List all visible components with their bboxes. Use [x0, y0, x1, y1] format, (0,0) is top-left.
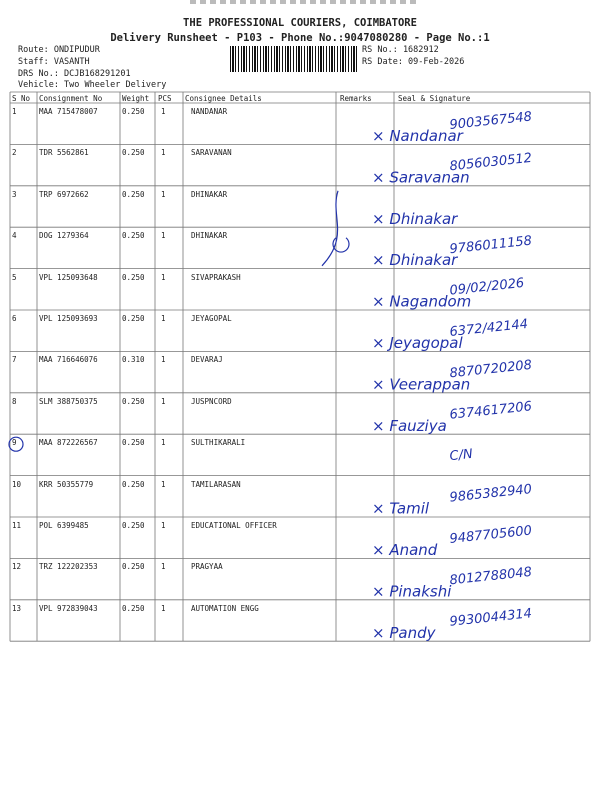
cell-consignee: DHINAKAR — [191, 189, 228, 199]
col-header-sno: S No — [12, 94, 31, 103]
signature: × Dhinakar — [372, 251, 458, 270]
cell-pcs: 1 — [161, 521, 166, 530]
col-header-consignee: Consignee Details — [185, 94, 262, 103]
cell-weight: 0.250 — [122, 272, 145, 282]
handwritten-note: 6374617206 — [448, 399, 533, 423]
cell-sno: 12 — [12, 562, 22, 572]
cell-consignment: MAA 716646076 — [39, 355, 98, 365]
cell-sno: 1 — [12, 107, 17, 116]
col-header-remarks: Remarks — [340, 94, 372, 103]
cell-sno: 5 — [12, 272, 17, 282]
cell-consignee: EDUCATIONAL OFFICER — [191, 521, 277, 530]
signature: × Pandy — [372, 623, 436, 642]
cell-weight: 0.250 — [122, 314, 145, 323]
handwritten-note: 09/02/2026 — [448, 275, 525, 299]
cell-weight: 0.250 — [122, 189, 145, 199]
cell-pcs: 1 — [161, 603, 166, 613]
cell-pcs: 1 — [161, 189, 166, 199]
cell-consignee: NANDANAR — [191, 107, 228, 116]
cell-consignment: VPL 125093693 — [39, 314, 98, 323]
cell-consignment: KRR 50355779 — [39, 479, 94, 489]
cell-weight: 0.250 — [122, 603, 145, 613]
cell-consignment: VPL 972839043 — [39, 603, 98, 613]
cell-sno: 7 — [12, 355, 17, 365]
cell-weight: 0.250 — [122, 438, 145, 448]
cell-consignment: SLM 388750375 — [39, 396, 98, 406]
cell-consignee: SULTHIKARALI — [191, 438, 246, 448]
page-title: THE PROFESSIONAL COURIERS, COIMBATORE — [183, 17, 417, 29]
cell-sno: 2 — [12, 148, 17, 158]
signature: × Veerappan — [372, 375, 471, 394]
cell-sno: 11 — [12, 521, 22, 530]
cell-consignee: JEYAGOPAL — [191, 314, 232, 323]
signature: × Pinakshi — [372, 582, 452, 601]
handwritten-note: 9786011158 — [448, 233, 533, 258]
cell-weight: 0.310 — [122, 355, 145, 365]
cell-pcs: 1 — [161, 272, 166, 282]
cell-sno: 9 — [12, 438, 17, 448]
cell-sno: 8 — [12, 396, 17, 406]
rs-date: RS Date: 09-Feb-2026 — [362, 57, 465, 67]
signature: × Tamil — [372, 499, 430, 518]
handwritten-note: 8056030512 — [448, 150, 533, 175]
signature: × Dhinakar — [372, 209, 458, 228]
rs-number: RS No.: 1682912 — [362, 45, 439, 55]
handwritten-note: 9865382940 — [448, 482, 533, 506]
cell-pcs: 1 — [161, 148, 166, 158]
handwritten-note: 9003567548 — [448, 109, 533, 133]
cell-pcs: 1 — [161, 562, 166, 572]
cell-weight: 0.250 — [122, 148, 145, 158]
signature: × Fauziya — [372, 416, 447, 435]
col-header-weight: Weight — [122, 94, 150, 103]
cell-consignment: TDR 5562861 — [39, 148, 89, 158]
cell-sno: 10 — [12, 479, 22, 489]
col-header-pcs: PCS — [158, 94, 172, 103]
staff-label: Staff: VASANTH — [18, 57, 90, 67]
cell-sno: 4 — [12, 231, 17, 241]
cell-consignee: TAMILARASAN — [191, 479, 241, 489]
cell-pcs: 1 — [161, 396, 166, 406]
cell-consignee: SIVAPRAKASH — [191, 272, 241, 282]
route-label: Route: ONDIPUDUR — [18, 45, 100, 55]
cell-pcs: 1 — [161, 438, 166, 448]
signature: × Anand — [372, 541, 438, 559]
cell-consignment: DOG 1279364 — [39, 231, 89, 241]
handwritten-note: 8012788048 — [448, 564, 533, 589]
cell-weight: 0.250 — [122, 479, 145, 489]
page-subtitle: Delivery Runsheet - P103 - Phone No.:9047080280 - Page No.:1 — [110, 32, 490, 44]
cell-sno: 13 — [12, 603, 22, 613]
cell-sno: 6 — [12, 314, 17, 323]
cell-weight: 0.250 — [122, 107, 145, 116]
cell-weight: 0.250 — [122, 396, 145, 406]
col-header-signature: Seal & Signature — [398, 94, 471, 103]
cell-pcs: 1 — [161, 231, 166, 241]
cell-pcs: 1 — [161, 314, 166, 323]
cell-consignment: MAA 715478007 — [39, 107, 98, 116]
handwritten-note: 6372/42144 — [448, 316, 529, 340]
signature: × Saravanan — [372, 168, 470, 187]
handwritten-note: 9930044314 — [448, 606, 533, 630]
drs-label: DRS No.: DCJB168291201 — [18, 69, 131, 79]
cell-weight: 0.250 — [122, 562, 145, 572]
signature: × Nagandom — [372, 292, 472, 311]
cell-pcs: 1 — [161, 107, 166, 116]
handwritten-note: C/N — [448, 446, 474, 465]
cell-consignment: VPL 125093648 — [39, 272, 98, 282]
cell-consignment: TRP 6972662 — [39, 189, 89, 199]
cell-consignment: MAA 872226567 — [39, 438, 98, 448]
pen-bracket-mark — [322, 191, 349, 266]
cell-consignee: DHINAKAR — [191, 231, 228, 241]
signature: × Jeyagopal — [372, 334, 463, 352]
cell-weight: 0.250 — [122, 521, 145, 530]
cell-consignee: SARAVANAN — [191, 148, 232, 158]
cell-consignee: PRAGYAA — [191, 562, 223, 572]
handwritten-note: 8870720208 — [448, 357, 533, 382]
handwritten-note: 9487705600 — [448, 523, 533, 547]
cell-consignee: DEVARAJ — [191, 355, 223, 365]
col-header-consignment: Consignment No — [39, 94, 103, 103]
cell-consignee: JUSPNCORD — [191, 396, 232, 406]
signature: × Nandanar — [372, 127, 463, 145]
cell-consignee: AUTOMATION ENGG — [191, 603, 259, 613]
cell-pcs: 1 — [161, 355, 166, 365]
cell-consignment: POL 6399485 — [39, 521, 89, 530]
cell-pcs: 1 — [161, 479, 166, 489]
vehicle-label: Vehicle: Two Wheeler Delivery — [18, 80, 167, 90]
cell-consignment: TRZ 122202353 — [39, 562, 98, 572]
cell-weight: 0.250 — [122, 231, 145, 241]
cell-sno: 3 — [12, 189, 17, 199]
